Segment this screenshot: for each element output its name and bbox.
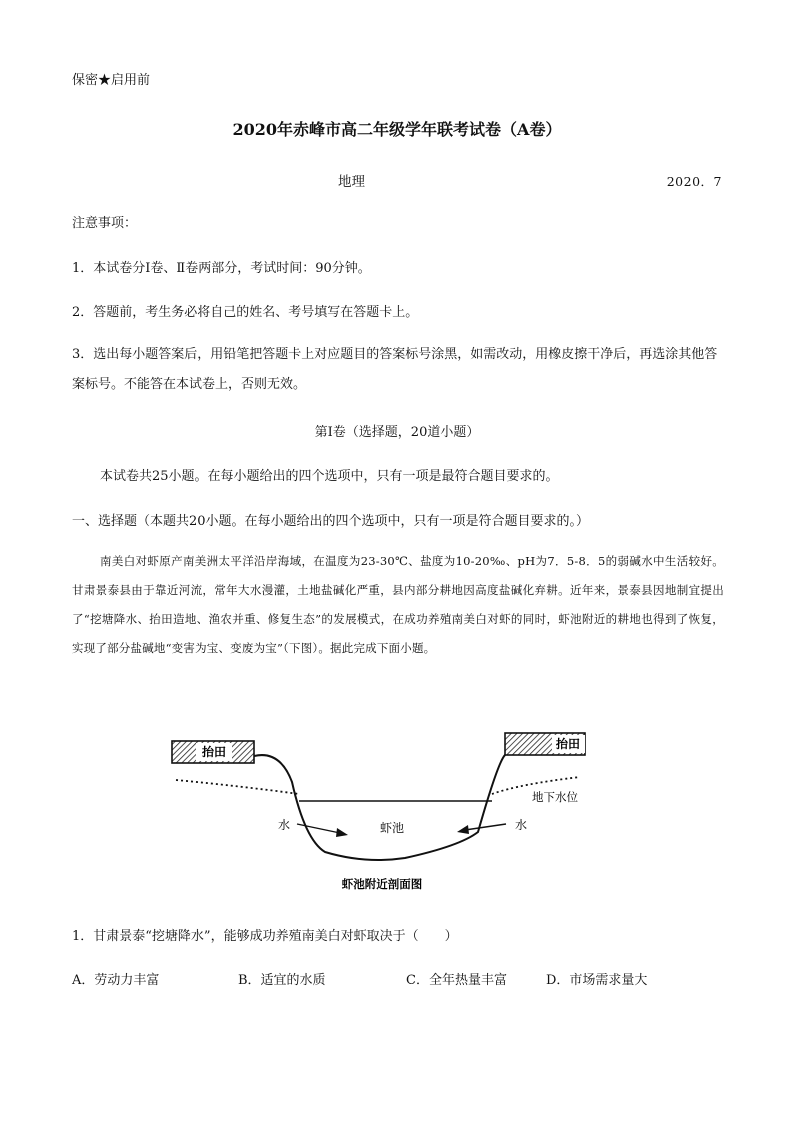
right-seepage-arrowhead (457, 825, 469, 834)
exam-date: 2020．7 (666, 174, 722, 189)
notes-item-3: 3．选出每小题答案后，用铅笔把答题卡上对应题目的答案标号涂黑，如需改动，用橡皮擦干净后，再选涂其他答案标号。不能答在本试卷上，否则无效。 (72, 347, 718, 392)
option-a[interactable]: A．劳动力丰富 (72, 973, 160, 988)
part-title: 一、选择题（本题共20小题。在每小题给出的四个选项中，只有一项是符合题目要求的。） (72, 514, 590, 529)
cross-section-diagram (160, 722, 590, 897)
option-c[interactable]: C．全年热量丰富 (406, 973, 507, 988)
notes-item-1: 1．本试卷分Ⅰ卷、Ⅱ卷两部分，考试时间：90分钟。 (72, 261, 371, 276)
groundwater-table-label: 地下水位 (532, 790, 578, 804)
groundwater-table-left (176, 780, 299, 794)
question-1-stem: 1．甘肃景泰“挖塘降水”，能够成功养殖南美白对虾取决于（ ） (72, 929, 458, 944)
option-b[interactable]: B．适宜的水质 (238, 973, 326, 988)
right-water-label: 水 (515, 818, 528, 832)
left-raised-field-label: 抬田 (201, 745, 227, 759)
exam-title: 2020年赤峰市高二年级学年联考试卷（A卷） (232, 120, 562, 139)
section-title: 第Ⅰ卷（选择题，20道小题） (314, 425, 480, 440)
right-raised-field-label: 抬田 (555, 737, 581, 751)
left-water-label: 水 (278, 818, 291, 832)
shrimp-pond-label: 虾池 (379, 821, 405, 835)
notes-heading: 注意事项： (72, 216, 138, 231)
pond-profile-line (254, 755, 505, 860)
section-instruction: 本试卷共25小题。在每小题给出的四个选项中，只有一项是最符合题目要求的。 (100, 469, 559, 484)
subject-label: 地理 (338, 174, 365, 190)
reading-passage: 南美白对虾原产南美洲太平洋沿岸海域，在温度为23-30℃、盐度为10-20‰、pH为7．5-8．5的弱碱水中生活较好。甘肃景泰县由于靠近河流，常年大水漫灌，土地盐碱化严重，县内部分耕地因高度盐碱化弃耕。近年来，景泰县因地制宜提出了“挖塘降水、抬田造地、渔农并重、修复生态”的发展模式，在成功养殖南美白对虾的同时，虾池附近的耕地也得到了恢复，实现了部分盐碱地“变害为宝、变废为宝”（下图）。据此完成下面小题。 (72, 554, 724, 655)
left-seepage-arrow (297, 824, 340, 833)
classification-mark: 保密★启用前 (72, 73, 151, 88)
right-seepage-arrow (465, 824, 506, 830)
left-seepage-arrowhead (336, 828, 348, 837)
option-d[interactable]: D．市场需求量大 (546, 973, 648, 988)
notes-item-2: 2．答题前，考生务必将自己的姓名、考号填写在答题卡上。 (72, 305, 419, 320)
shrimp-pond-cross-section-figure (160, 722, 590, 901)
figure-caption: 虾池附近剖面图 (341, 877, 423, 891)
